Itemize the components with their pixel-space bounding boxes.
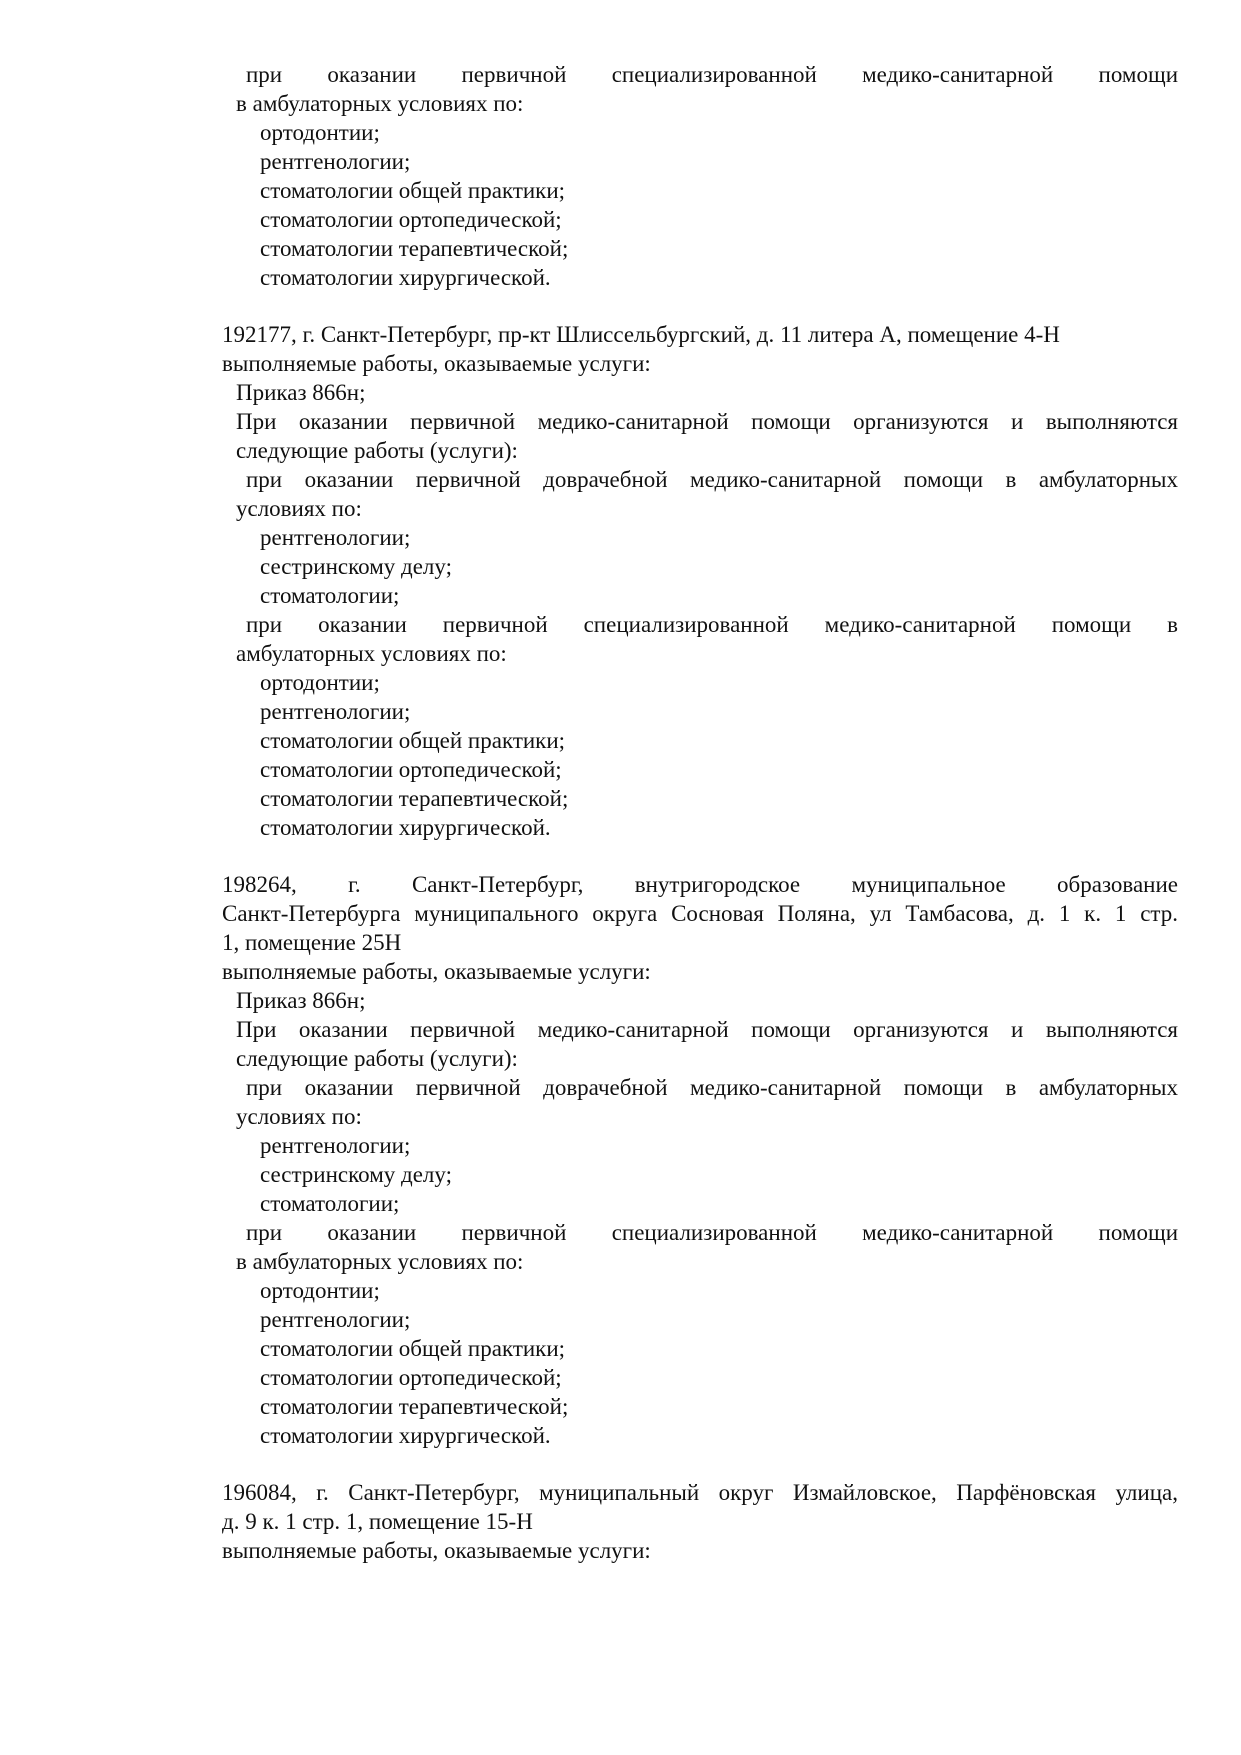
list-item: стоматологии терапевтической;	[260, 236, 569, 261]
works-label: выполняемые работы, оказываемые услуги:	[222, 351, 651, 376]
list-item: рентгенологии;	[260, 525, 411, 550]
list-item: стоматологии ортопедической;	[260, 207, 562, 232]
list-item: стоматологии хирургической.	[260, 265, 551, 290]
order-ref: Приказ 866н;	[236, 988, 366, 1013]
address-line: 192177, г. Санкт-Петербург, пр-кт Шлиссельбургский, д. 11 литера А, помещение 4-Н	[222, 322, 1060, 347]
list-item: стоматологии хирургической.	[260, 815, 551, 840]
list-item: стоматологии терапевтической;	[260, 786, 569, 811]
list-item: ортодонтии;	[260, 670, 380, 695]
pmsp-intro: При оказании первичной медико-санитарной помощи организуются и выполняются	[236, 409, 1178, 434]
order-ref: Приказ 866н;	[236, 380, 366, 405]
pmsp-intro-cont: следующие работы (услуги):	[236, 1046, 518, 1071]
works-label: выполняемые работы, оказываемые услуги:	[222, 1538, 651, 1563]
pmsp-intro-cont: следующие работы (услуги):	[236, 438, 518, 463]
list-item: стоматологии общей практики;	[260, 178, 566, 203]
list-item: ортодонтии;	[260, 120, 380, 145]
spec-care-intro-cont: в амбулаторных условиях по:	[236, 91, 524, 116]
spec-care-intro: при оказании первичной специализированной медико-санитарной помощи	[246, 1220, 1178, 1245]
address-line: 196084, г. Санкт-Петербург, муниципальный округ Измайловское, Парфёновская улица,	[222, 1480, 1178, 1505]
list-item: сестринскому делу;	[260, 554, 452, 579]
top-section	[222, 60, 1178, 292]
address-line: 1, помещение 25Н	[222, 930, 402, 955]
list-item: стоматологии ортопедической;	[260, 757, 562, 782]
address-block-2	[222, 870, 1178, 1450]
pmsp-intro: При оказании первичной медико-санитарной помощи организуются и выполняются	[236, 1017, 1178, 1042]
list-item: стоматологии общей практики;	[260, 1336, 566, 1361]
list-item: стоматологии общей практики;	[260, 728, 566, 753]
list-item: ортодонтии;	[260, 1278, 380, 1303]
spec-care-intro: при оказании первичной специализированной медико-санитарной помощи в	[246, 612, 1178, 637]
list-item: стоматологии ортопедической;	[260, 1365, 562, 1390]
address-line: Санкт-Петербурга муниципального округа Сосновая Поляна, ул Тамбасова, д. 1 к. 1 стр.	[222, 901, 1178, 926]
list-item: стоматологии хирургической.	[260, 1423, 551, 1448]
list-item: стоматологии;	[260, 1191, 400, 1216]
list-item: стоматологии терапевтической;	[260, 1394, 569, 1419]
works-label: выполняемые работы, оказываемые услуги:	[222, 959, 651, 984]
address-line: 198264, г. Санкт-Петербург, внутригородское муниципальное образование	[222, 872, 1178, 897]
list-item: рентгенологии;	[260, 699, 411, 724]
prevrach-intro-cont: условиях по:	[236, 1104, 362, 1129]
list-item: рентгенологии;	[260, 1133, 411, 1158]
prevrach-intro: при оказании первичной доврачебной медико-санитарной помощи в амбулаторных	[246, 467, 1178, 492]
address-line: д. 9 к. 1 стр. 1, помещение 15-Н	[222, 1509, 533, 1534]
list-item: стоматологии;	[260, 583, 400, 608]
spec-care-intro-cont: амбулаторных условиях по:	[236, 641, 507, 666]
list-item: сестринскому делу;	[260, 1162, 452, 1187]
address-block-1	[222, 320, 1178, 842]
list-item: рентгенологии;	[260, 1307, 411, 1332]
address-block-3	[222, 1478, 1178, 1565]
spec-care-intro: при оказании первичной специализированной медико-санитарной помощи	[246, 62, 1178, 87]
list-item: рентгенологии;	[260, 149, 411, 174]
spec-care-intro-cont: в амбулаторных условиях по:	[236, 1249, 524, 1274]
prevrach-intro: при оказании первичной доврачебной медико-санитарной помощи в амбулаторных	[246, 1075, 1178, 1100]
prevrach-intro-cont: условиях по:	[236, 496, 362, 521]
